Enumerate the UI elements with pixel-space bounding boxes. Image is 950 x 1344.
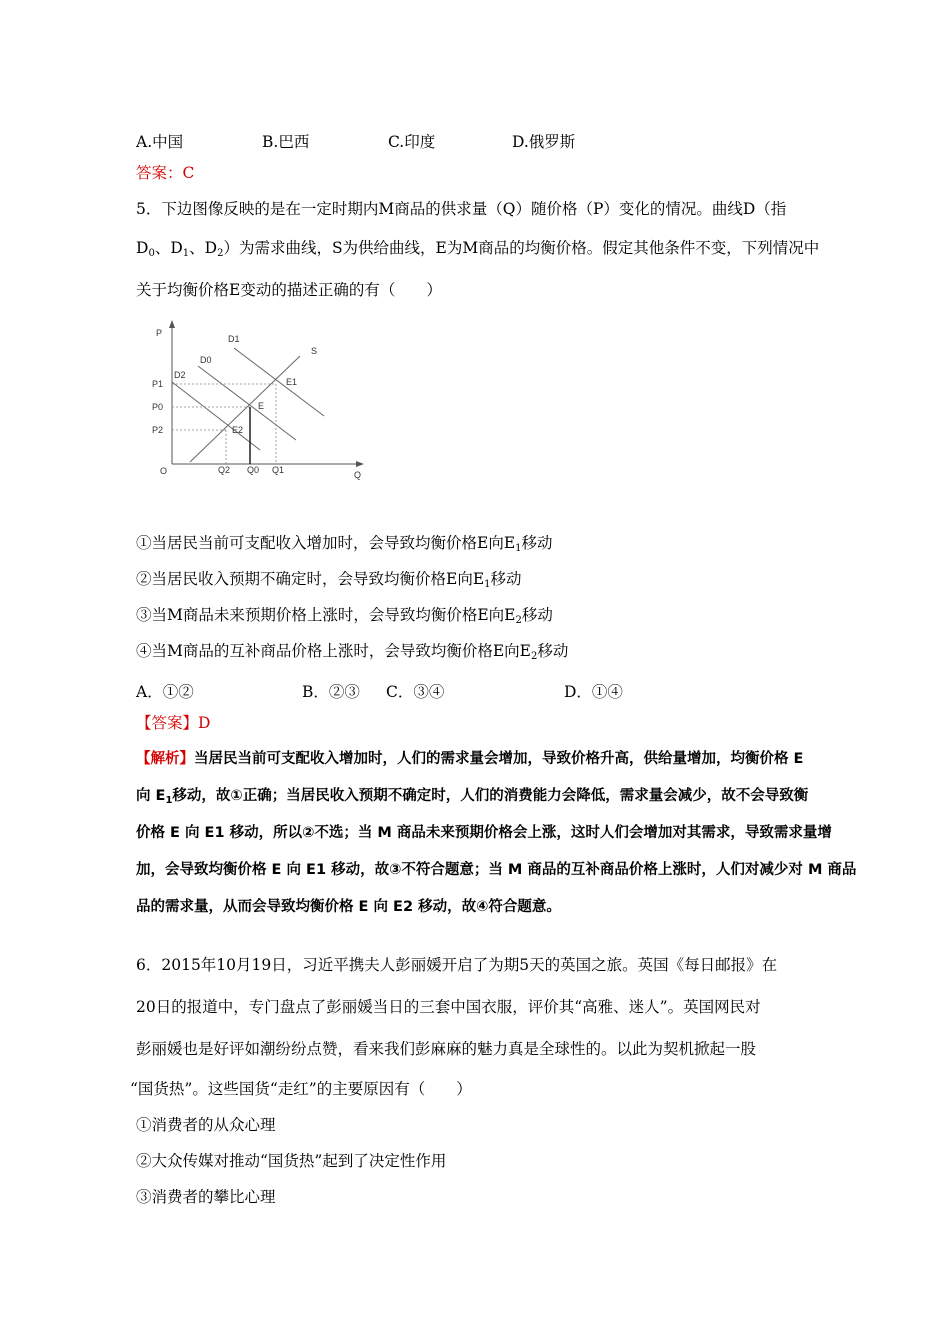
p2-label: P2 xyxy=(152,425,164,435)
d2-label: D2 xyxy=(174,370,186,380)
q5-analysis-line4: 加，会导致均衡价格 E 向 E1 移动，故③不符合题意；当 M 商品的互补商品价格上涨时，人们对减少对 M 商品 xyxy=(136,862,857,878)
q5-item-4: ④当M商品的互补商品价格上涨时，会导致均衡价格E向$E_2$移动 xyxy=(136,642,569,662)
q5-stem-line1: 5．下边图像反映的是在一定时期内M商品的供求量（Q）随价格（P）变化的情况。曲线D（指 xyxy=(136,200,787,218)
q6-stem-line1: 6．2015年10月19日，习近平携夫人彭丽媛开启了为期5天的英国之旅。英国《每日邮报》在 xyxy=(136,956,778,974)
q5-stem-line2: $D_0$、$D_1$、$D_2$）为需求曲线，S为供给曲线，E为M商品的均衡价格。假定其他条件不变，下列情况中 xyxy=(136,239,820,259)
q5-option-c: C．③④ xyxy=(386,683,445,701)
e1-label: E1 xyxy=(286,377,298,387)
q5-option-d: D．①④ xyxy=(564,683,623,701)
q5-item-1: ①当居民当前可支配收入增加时，会导致均衡价格E向$E_1$移动 xyxy=(136,534,553,554)
q6-item-3: ③消费者的攀比心理 xyxy=(136,1188,276,1206)
q0-label: Q0 xyxy=(247,465,260,475)
q6-item-2: ②大众传媒对推动“国货热”起到了决定性作用 xyxy=(136,1152,447,1170)
s-label: S xyxy=(311,346,318,356)
q-axis-label: Q xyxy=(354,470,362,480)
p-axis-label: P xyxy=(156,328,163,338)
q5-item-3: ③当M商品未来预期价格上涨时，会导致均衡价格E向$E_2$移动 xyxy=(136,606,553,626)
q5-analysis-line5: 品的需求量，从而会导致均衡价格 E 向 E2 移动，故④符合题意。 xyxy=(136,899,561,915)
q5-item-2: ②当居民收入预期不确定时，会导致均衡价格E向$E_1$移动 xyxy=(136,570,522,590)
q5-analysis-line1: 【解析】当居民当前可支配收入增加时，人们的需求量会增加，导致价格升高，供给量增加，均衡价格 E xyxy=(136,751,804,767)
q4-option-d: D.俄罗斯 xyxy=(512,133,576,151)
q6-stem-line3: 彭丽媛也是好评如潮纷纷点赞，看来我们彭麻麻的魅力真是全球性的。以此为契机掀起一股 xyxy=(136,1040,757,1058)
q6-stem-line4: “国货热”。这些国货“走红”的主要原因有（ ） xyxy=(130,1080,472,1098)
q4-option-c: C.印度 xyxy=(388,133,436,151)
p1-label: P1 xyxy=(152,379,164,389)
q4-answer: 答案：C xyxy=(136,164,195,182)
q5-option-a: A．①② xyxy=(136,683,194,701)
q5-analysis-line2: 向 $E_1$移动，故①正确；当居民收入预期不确定时，人们的消费能力会降低，需求量会减少，故不会导致衡 xyxy=(136,788,809,806)
q6-stem-line2: 20日的报道中，专门盘点了彭丽媛当日的三套中国衣服，评价其“高雅、迷人”。英国网民对 xyxy=(136,998,761,1016)
q5-option-b: B．②③ xyxy=(302,683,360,701)
q5-analysis-line3: 价格 E 向 E1 移动，所以②不选；当 M 商品未来预期价格会上涨，这时人们会增加对其需求，导致需求量增 xyxy=(136,825,832,841)
supply-demand-diagram xyxy=(148,318,368,480)
p0-label: P0 xyxy=(152,402,164,412)
q4-option-b: B.巴西 xyxy=(262,133,310,151)
q5-stem-line3: 关于均衡价格E变动的描述正确的有（ ） xyxy=(136,281,442,299)
q5-answer: 【答案】D xyxy=(136,714,211,732)
demand-curve-d1 xyxy=(234,348,324,416)
e2-label: E2 xyxy=(232,425,244,435)
e-label: E xyxy=(258,401,265,411)
q2-label: Q2 xyxy=(218,465,231,475)
demand-curve-d0 xyxy=(198,366,296,440)
d0-label: D0 xyxy=(200,355,212,365)
demand-curve-d2 xyxy=(172,382,260,450)
d1-label: D1 xyxy=(228,334,240,344)
q1-label: Q1 xyxy=(272,465,285,475)
origin-label: O xyxy=(160,466,168,476)
q4-option-a: A.中国 xyxy=(136,133,184,151)
q6-item-1: ①消费者的从众心理 xyxy=(136,1116,276,1134)
